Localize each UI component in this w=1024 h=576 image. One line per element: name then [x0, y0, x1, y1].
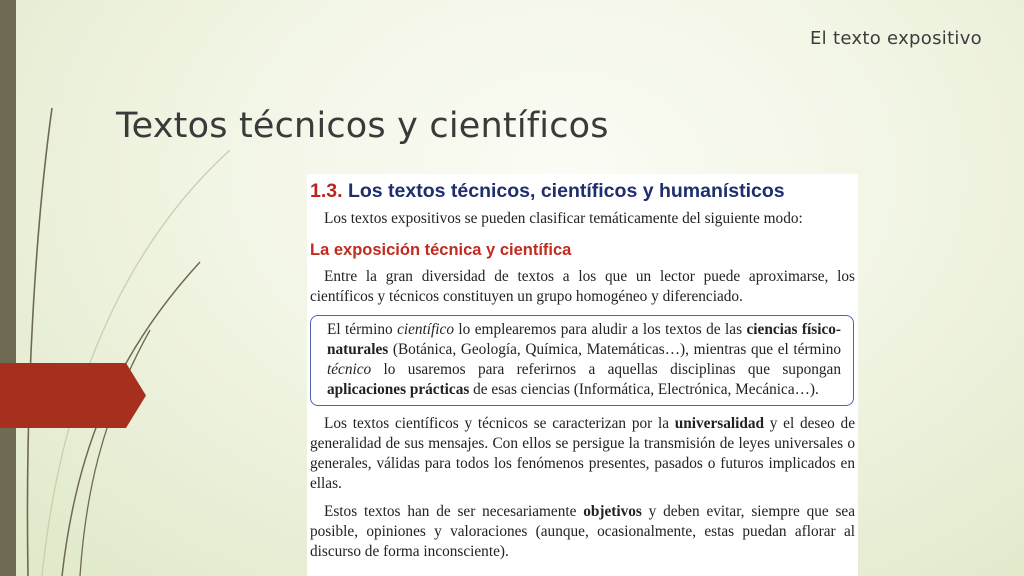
red-arrow-tab [0, 363, 146, 428]
definition-text: El término científico lo emplearemos para aludir a los textos de las ciencias físico-naturales (Botánica, Geología, Química, Matemáticas…), mientras que el término técnico lo usaremos para referirnos a aquellas disciplinas que supongan aplicaciones prácticas de esas ciencias (Informática, Electrónica, Mecánica…). [327, 321, 841, 398]
paragraph-2: Los textos científicos y técnicos se caracterizan por la universalidad y el deseo de generalidad de sus mensajes. Con ellos se persigue la transmisión de leyes universales o generales, válidas para todos los fenómenos presentes, pasados o futuros implicados en ellas. [310, 415, 855, 492]
decorative-grass-lines [0, 0, 260, 576]
section-number: 1.3. [310, 180, 343, 202]
textbook-excerpt-image [307, 174, 858, 576]
section-label: El texto expositivo [809, 28, 982, 49]
section-title: Los textos técnicos, científicos y humanísticos [347, 180, 785, 202]
definition-box [310, 315, 854, 406]
paragraph-3: Estos textos han de ser necesariamente objetivos y deben evitar, siempre que sea posible, opiniones y valoraciones (aunque, ocasionalmente, estas puedan aflorar al discurso de forma inconsciente). [310, 503, 855, 560]
slide-title: Textos técnicos y científicos [116, 106, 609, 146]
section-heading [310, 180, 855, 203]
intro-paragraph: Los textos expositivos se pueden clasificar temáticamente del siguiente modo: [324, 210, 803, 227]
left-accent-bar [0, 0, 16, 576]
subheading: La exposición técnica y científica [310, 241, 572, 259]
paragraph-1: Entre la gran diversidad de textos a los que un lector puede aproximarse, los científicos y técnicos constituyen un grupo homogéneo y diferenciado. [310, 268, 855, 305]
